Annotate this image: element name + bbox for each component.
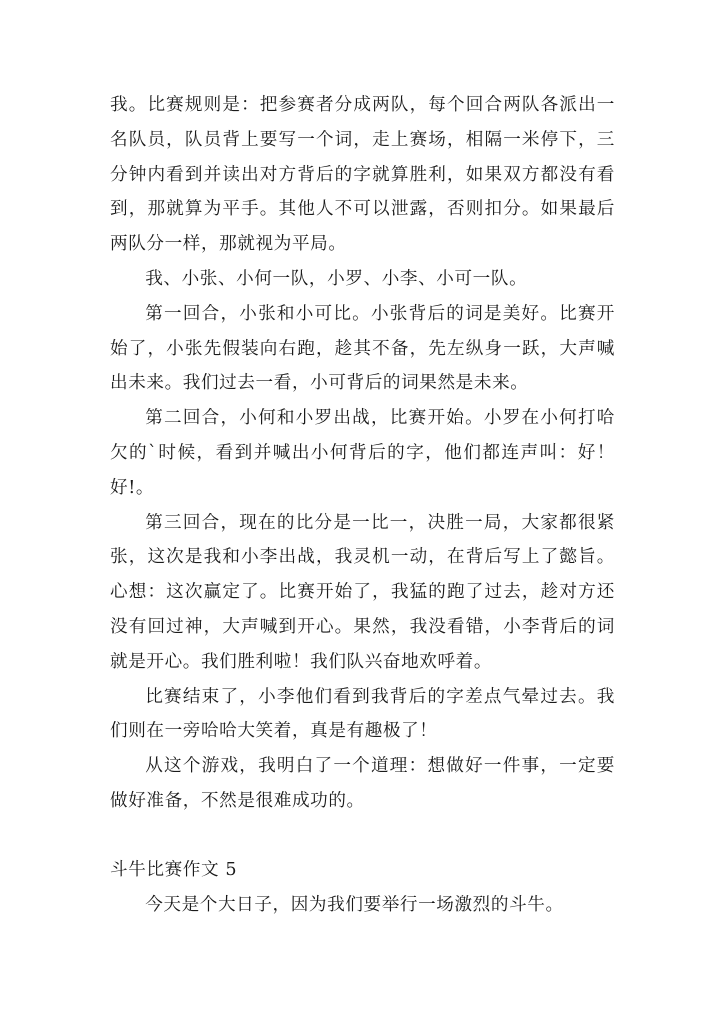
- paragraph-lesson: 从这个游戏，我明白了一个道理：想做好一件事，一定要做好准备，不然是很难成功的。: [110, 756, 615, 811]
- paragraph-rules: 我。比赛规则是：把参赛者分成两队，每个回合两队各派出一名队员，队员背上要写一个词，走上赛场，相隔一米停下，三分钟内看到并读出对方背后的字就算胜利，如果双方都没有看到，那就算为平手。其他人不可以泄露，否则扣分。如果最后两队分一样，那就视为平局。: [110, 95, 615, 255]
- paragraph-round-one: 第一回合，小张和小可比。小张背后的词是美好。比赛开始了，小张先假装向右跑，趁其不备，先左纵身一跃，大声喊出未来。我们过去一看，小可背后的词果然是未来。: [110, 303, 615, 394]
- paragraph-teams: 我、小张、小何一队，小罗、小李、小可一队。: [145, 268, 528, 289]
- section-title: 斗牛比赛作文 5: [110, 859, 238, 880]
- paragraph-round-three: 第三回合，现在的比分是一比一，决胜一局，大家都很紧张，这次是我和小李出战，我灵机一动，在背后写上了懿旨。心想：这次赢定了。比赛开始了，我猛的跑了过去，趁对方还没有回过神，大声喊到开心。果然，我没看错，小李背后的词就是开心。我们胜利啦！我们队兴奋地欢呼着。: [110, 512, 615, 672]
- document-page: [110, 88, 615, 922]
- paragraph-next-essay-intro: 今天是个大日子，因为我们要举行一场激烈的斗牛。: [145, 894, 564, 915]
- paragraph-ending: 比赛结束了，小李他们看到我背后的字差点气晕过去。我们则在一旁哈哈大笑着，真是有趣极了！: [110, 686, 615, 742]
- paragraph-round-two: 第二回合，小何和小罗出战，比赛开始。小罗在小何打哈欠的`时候，看到并喊出小何背后的字，他们都连声叫：好！好!。: [110, 408, 615, 498]
